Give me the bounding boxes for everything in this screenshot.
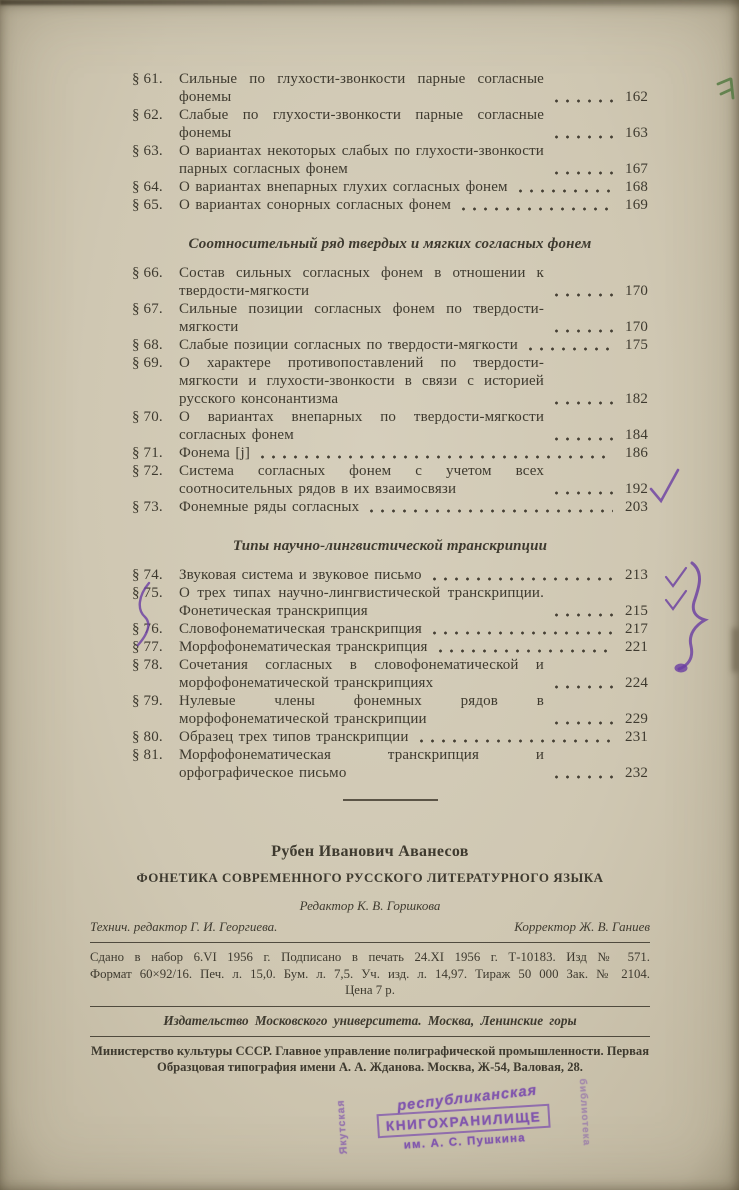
toc-entry-number: § 61. (132, 71, 163, 87)
table-of-contents (132, 70, 648, 782)
toc-entry (132, 264, 648, 300)
dot-leader (414, 739, 613, 743)
toc-entry-title: О вариантах внепарных по твердости-мягкости согласных фонем (179, 409, 544, 443)
toc-entry-page: 186 (625, 445, 648, 461)
toc-entry-title: О вариантах некоторых слабых по глухости-звонкости парных согласных фонем (179, 143, 544, 177)
pen-checkmark-p203 (651, 470, 678, 501)
pen-ink-blob (675, 664, 688, 673)
printing-house-line: Министерство культуры СССР. Главное управление полиграфической промышленности. Первая Образцовая типография имени А. А. Жданова. Москва, Ж-54, Валовая, 28. (90, 1043, 650, 1074)
toc-entry-page: 184 (625, 427, 648, 443)
proofreader: Корректор Ж. В. Ганиев (514, 919, 650, 934)
print-info-line-2: Формат 60×92/16. Печ. л. 15,0. Бум. л. 7,5. Уч. изд. л. 14,97. Тираж 50 000 Зак. № 2104. (90, 966, 650, 981)
toc-entry (132, 196, 648, 214)
toc-entry-number: § 65. (132, 197, 163, 213)
dot-leader (549, 401, 613, 405)
toc-entry-title: О трех типах научно-лингвистической транскрипции. Фонетическая транскрипция (179, 585, 544, 619)
dot-leader (255, 455, 613, 459)
toc-entry-page: 175 (625, 337, 648, 353)
toc-entry-title: Сочетания согласных в словофонематической и морфофонематической транскрипциях (179, 657, 544, 691)
toc-entry-number: § 72. (132, 463, 163, 479)
toc-entry-page: 163 (625, 125, 648, 141)
toc-entry-title: О вариантах внепарных глухих согласных фонем (179, 179, 508, 195)
dot-leader (433, 649, 613, 653)
toc-entry-number: § 74. (132, 567, 163, 583)
price-line: Цена 7 р. (345, 983, 395, 997)
toc-entry-page: 203 (625, 499, 648, 515)
toc-entry (132, 584, 648, 620)
toc-entry (132, 444, 648, 462)
dot-leader (523, 347, 613, 351)
toc-entry-number: § 75. (132, 585, 163, 601)
toc-entry (132, 620, 648, 638)
stamp-right-vertical-text: библиотека (576, 1078, 592, 1147)
toc-entry-page: 229 (625, 711, 648, 727)
toc-entry-page: 167 (625, 161, 648, 177)
scan-edge-smudge (732, 628, 739, 672)
toc-entry-page: 168 (625, 179, 648, 195)
editor-line: Редактор К. В. Горшкова (299, 898, 441, 913)
toc-entry-title: Слабые по глухости-звонкости парные согласные фонемы (179, 107, 544, 141)
toc-entry-title: Сильные по глухости-звонкости парные согласные фонемы (179, 71, 544, 105)
toc-entry-number: § 64. (132, 179, 163, 195)
toc-entry-title: Морфофонематическая транскрипция и орфографическое письмо (179, 747, 544, 781)
pencil-green-mark (718, 79, 733, 98)
toc-entry (132, 70, 648, 106)
toc-entry-title: Состав сильных согласных фонем в отношении к твердости-мягкости (179, 265, 544, 299)
dot-leader (549, 99, 613, 103)
toc-entry-number: § 73. (132, 499, 163, 515)
book-title: ФОНЕТИКА СОВРЕМЕННОГО РУССКОГО ЛИТЕРАТУРНОГО ЯЗЫКА (136, 870, 604, 885)
toc-entry-page: 182 (625, 391, 648, 407)
toc-entry (132, 728, 648, 746)
toc-entry-title: Слабые позиции согласных по твердости-мягкости (179, 337, 518, 353)
toc-entry-title: Фонемные ряды согласных (179, 499, 360, 515)
page-content (132, 70, 648, 801)
dot-leader (549, 293, 613, 297)
toc-entry-title: Нулевые члены фонемных рядов в морфофонематической транскрипции (179, 693, 544, 727)
toc-entry (132, 498, 648, 516)
toc-entry (132, 300, 648, 336)
pen-checkmark-p215 (666, 568, 686, 586)
dot-leader (549, 685, 613, 689)
toc-entry-number: § 79. (132, 693, 163, 709)
stamp-center (349, 1084, 577, 1155)
pen-checkmark-p217 (666, 591, 686, 609)
toc-entry-number: § 62. (132, 107, 163, 123)
toc-entry-number: § 66. (132, 265, 163, 281)
toc-entry-title: О вариантах сонорных согласных фонем (179, 197, 452, 213)
toc-entry-title: Система согласных фонем с учетом всех соотносительных рядов в их взаимосвязи (179, 463, 544, 497)
tech-editor: Технич. редактор Г. И. Георгиева. (90, 919, 278, 934)
toc-entry-number: § 77. (132, 639, 163, 655)
toc-entry (132, 638, 648, 656)
toc-entry-page: 170 (625, 283, 648, 299)
dot-leader (549, 329, 613, 333)
horizontal-rule (90, 1036, 650, 1037)
toc-entry (132, 462, 648, 498)
toc-section-heading: Типы научно-лингвистической транскрипции (232, 538, 548, 554)
scan-edge-shadow (0, 0, 739, 5)
stamp-left-vertical-text: Якутская (334, 1099, 350, 1155)
author-name: Рубен Иванович Аванесов (271, 843, 469, 860)
toc-entry-page: 215 (625, 603, 648, 619)
dot-leader (456, 207, 613, 211)
toc-entry (132, 566, 648, 584)
toc-entry (132, 408, 648, 444)
dot-leader (549, 775, 613, 779)
dot-leader (549, 721, 613, 725)
dot-leader (513, 189, 613, 193)
dot-leader (549, 613, 613, 617)
horizontal-rule (90, 942, 650, 943)
toc-entry (132, 746, 648, 782)
publisher-line: Издательство Московского университета. Москва, Ленинские горы (163, 1012, 577, 1028)
toc-entry (132, 336, 648, 354)
dot-leader (549, 437, 613, 441)
toc-entry-number: § 68. (132, 337, 163, 353)
toc-entry-number: § 76. (132, 621, 163, 637)
toc-entry-title: Словофонематическая транскрипция (179, 621, 422, 637)
toc-entry-number: § 80. (132, 729, 163, 745)
toc-entry-page: 169 (625, 197, 648, 213)
pen-brace-right (679, 563, 705, 669)
toc-entry (132, 354, 648, 408)
toc-entry-page: 232 (625, 765, 648, 781)
dot-leader (549, 135, 613, 139)
toc-entry-title: Морфофонематическая транскрипция (179, 639, 428, 655)
toc-entry-number: § 69. (132, 355, 163, 371)
toc-entry-title: Фонема [j] (179, 445, 250, 461)
toc-entry-title: О характере противопоставлений по твердости-мягкости и глухости-звонкости в связи с историей русского консонантизма (179, 355, 544, 407)
toc-entry-page: 213 (625, 567, 648, 583)
toc-entry-number: § 70. (132, 409, 163, 425)
toc-entry-page: 192 (625, 481, 648, 497)
toc-entry-page: 170 (625, 319, 648, 335)
toc-entry-number: § 67. (132, 301, 163, 317)
toc-entry-number: § 63. (132, 143, 163, 159)
toc-entry-page: 231 (625, 729, 648, 745)
horizontal-rule (90, 1006, 650, 1007)
dot-leader (549, 171, 613, 175)
toc-entry-title: Образец трех типов транскрипции (179, 729, 409, 745)
toc-entry-page: 217 (625, 621, 648, 637)
toc-entry-page: 224 (625, 675, 648, 691)
toc-entry (132, 178, 648, 196)
toc-entry-number: § 71. (132, 445, 163, 461)
stamp-line-pushkin: им. А. С. Пушкина (403, 1132, 527, 1152)
toc-entry-number: § 81. (132, 747, 163, 763)
toc-section-heading: Соотносительный ряд твердых и мягких согласных фонем (188, 236, 592, 252)
stamp-line-republican: республиканская (396, 1082, 538, 1115)
toc-entry-number: § 78. (132, 657, 163, 673)
toc-entry (132, 692, 648, 728)
colophon (90, 843, 650, 1076)
editors-row (90, 919, 650, 935)
toc-entry-title: Звуковая система и звуковое письмо (179, 567, 422, 583)
toc-entry (132, 656, 648, 692)
end-of-toc-divider (343, 799, 438, 801)
print-info-line-1: Сдано в набор 6.VI 1956 г. Подписано в печать 24.XI 1956 г. Т-10183. Изд № 571. (90, 950, 650, 964)
toc-entry-title: Сильные позиции согласных фонем по твердости-мягкости (179, 301, 544, 335)
toc-entry (132, 142, 648, 178)
toc-entry (132, 106, 648, 142)
toc-entry-page: 162 (625, 89, 648, 105)
dot-leader (549, 491, 613, 495)
library-stamp (334, 1078, 592, 1161)
dot-leader (427, 577, 613, 581)
stamp-depository-box: КНИГОХРАНИЛИЩЕ (376, 1104, 551, 1139)
dot-leader (364, 509, 613, 513)
dot-leader (427, 631, 613, 635)
toc-entry-page: 221 (625, 639, 648, 655)
